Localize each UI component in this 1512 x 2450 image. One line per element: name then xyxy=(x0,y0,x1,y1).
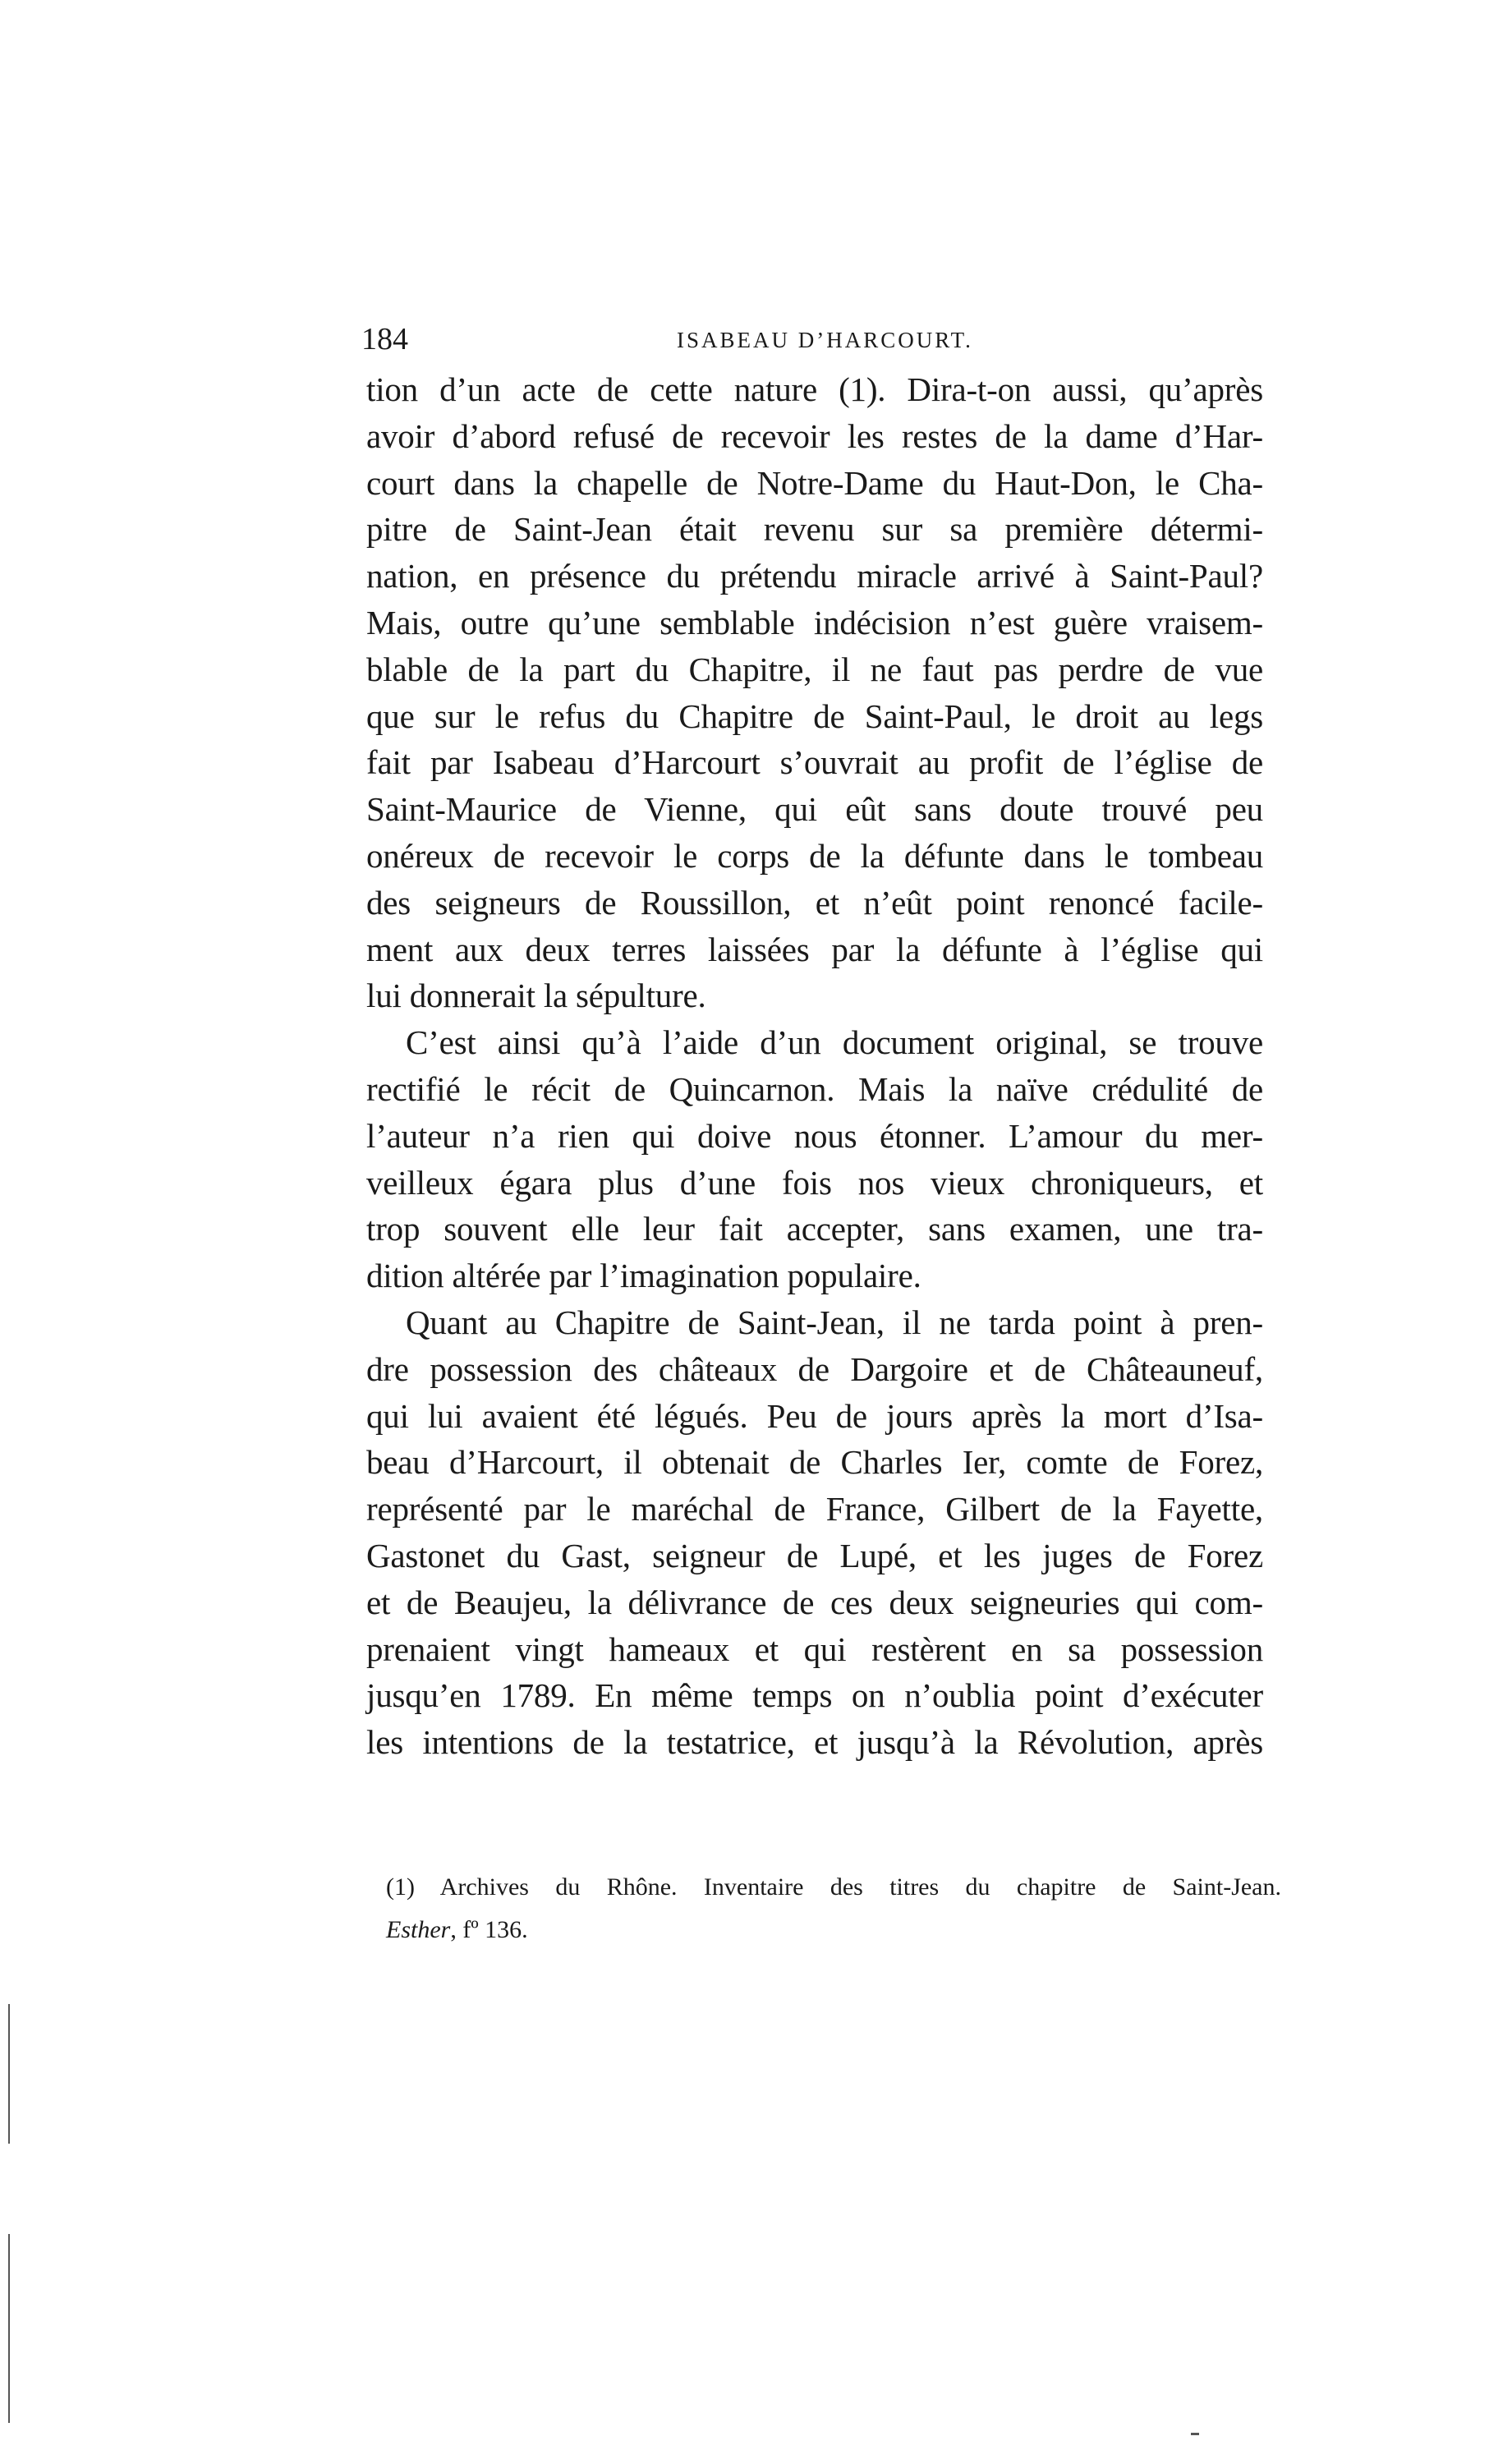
text-line: l’auteur n’a rien qui doive nous étonner. L’amour du mer- xyxy=(366,1116,1263,1155)
text-line: Quant au Chapitre de Saint-Jean, il ne tarda point à pren- xyxy=(406,1303,1263,1341)
text-line: dition altérée par l’imagination populaire. xyxy=(366,1257,921,1295)
page-header xyxy=(361,319,1314,360)
text-line: avoir d’abord refusé de recevoir les restes de la dame d’Har- xyxy=(366,416,1263,455)
text-line: jusqu’en 1789. En même temps on n’oublia point d’exécuter xyxy=(366,1676,1263,1715)
text-line: court dans la chapelle de Notre-Dame du Haut-Don, le Cha- xyxy=(366,463,1263,502)
text-line: ment aux deux terres laissées par la défunte à l’église qui xyxy=(366,930,1263,968)
text-line: Mais, outre qu’une semblable indécision n’est guère vraisem- xyxy=(366,603,1263,641)
footnote-line: (1) Archives du Rhône. Inventaire des titres du chapitre de Saint-Jean. xyxy=(386,1873,1281,1901)
footnote xyxy=(386,1866,1281,1951)
text-line: rectifié le récit de Quincarnon. Mais la naïve crédulité de xyxy=(366,1069,1263,1108)
text-line: fait par Isabeau d’Harcourt s’ouvrait au profit de l’église de xyxy=(366,743,1263,782)
text-line: nation, en présence du prétendu miracle arrivé à Saint-Paul? xyxy=(366,557,1263,595)
text-line: blable de la part du Chapitre, il ne faut pas perdre de vue xyxy=(366,650,1263,688)
text-line: les intentions de la testatrice, et jusqu’à la Révolution, après xyxy=(366,1723,1263,1762)
text-line: pitre de Saint-Jean était revenu sur sa première détermi- xyxy=(366,510,1263,549)
footnote-line xyxy=(386,1909,1281,1951)
text-line: veilleux égara plus d’une fois nos vieux chroniqueurs, et xyxy=(366,1163,1263,1202)
text-line: représenté par le maréchal de France, Gilbert de la Fayette, xyxy=(366,1490,1263,1528)
text-line: onéreux de recevoir le corps de la défunte dans le tombeau xyxy=(366,836,1263,875)
text-line: dre possession des châteaux de Dargoire et de Châteauneuf, xyxy=(366,1349,1263,1388)
text-line: lui donnerait la sépulture. xyxy=(366,977,706,1015)
scan-artifact xyxy=(1191,2433,1199,2435)
text-line: Gastonet du Gast, seigneur de Lupé, et les juges de Forez xyxy=(366,1536,1263,1574)
text-line: qui lui avaient été légués. Peu de jours après la mort d’Isa- xyxy=(366,1396,1263,1435)
text-line: prenaient vingt hameaux et qui restèrent en sa possession xyxy=(366,1630,1263,1668)
text-line: C’est ainsi qu’à l’aide d’un document original, se trouve xyxy=(406,1023,1263,1062)
text-line: des seigneurs de Roussillon, et n’eût point renoncé facile- xyxy=(366,883,1263,922)
text-line: trop souvent elle leur fait accepter, sans examen, une tra- xyxy=(366,1210,1263,1248)
text-line: beau d’Harcourt, il obtenait de Charles Ier, comte de Forez, xyxy=(366,1443,1263,1482)
text-line: tion d’un acte de cette nature (1). Dira-t-on aussi, qu’après xyxy=(366,370,1263,408)
scan-artifact xyxy=(8,2234,10,2423)
running-head: ISABEAU D’HARCOURT. xyxy=(677,328,973,352)
body-text xyxy=(366,366,1263,1766)
footnote-reference: , fº 136. xyxy=(450,1916,528,1943)
page-number: 184 xyxy=(361,322,408,356)
text-line: Saint-Maurice de Vienne, qui eût sans doute trouvé peu xyxy=(366,790,1263,829)
footnote-italic-title: Esther xyxy=(386,1916,451,1943)
text-line: et de Beaujeu, la délivrance de ces deux seigneuries qui com- xyxy=(366,1583,1263,1621)
scan-artifact xyxy=(8,2004,10,2144)
text-line: que sur le refus du Chapitre de Saint-Paul, le droit au legs xyxy=(366,696,1263,735)
